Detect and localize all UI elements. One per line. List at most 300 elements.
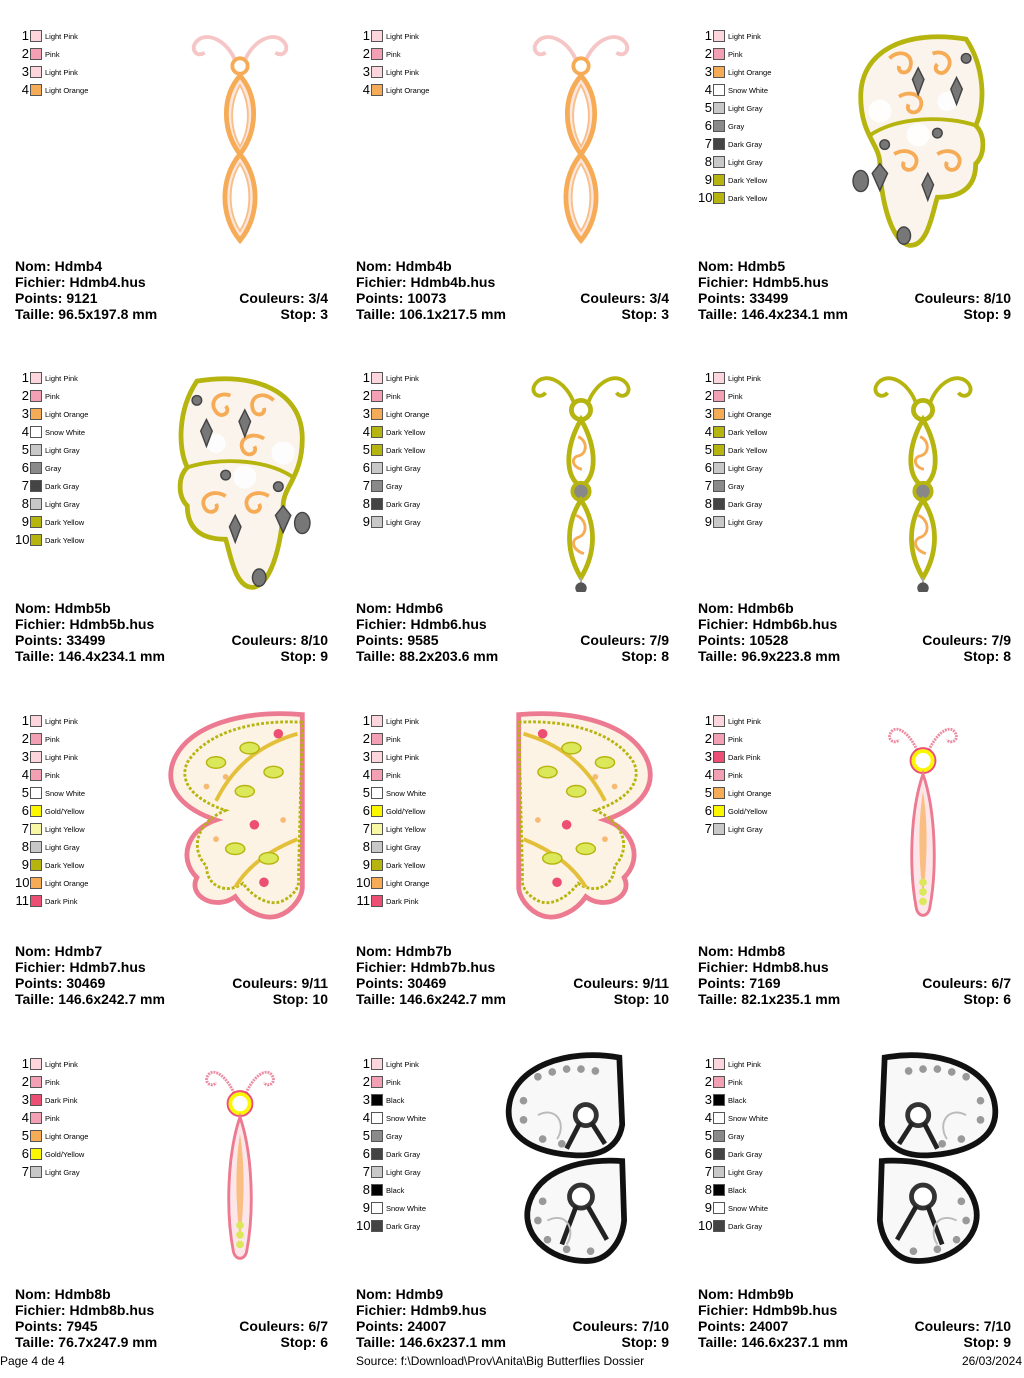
color-number: 1 — [362, 370, 370, 385]
color-name: Light Pink — [386, 32, 419, 41]
design-name: Nom: Hdmb9 — [356, 1286, 444, 1302]
color-name: Snow White — [728, 86, 769, 95]
color-swatch — [713, 138, 725, 150]
color-number: 3 — [362, 406, 370, 421]
print-date: 26/03/2024 — [961, 1354, 1022, 1368]
color-number: 9 — [704, 172, 712, 187]
color-name: Dark Gray — [386, 1222, 421, 1231]
design-colors: Couleurs: 9/11 — [573, 975, 669, 991]
color-swatch — [713, 1130, 725, 1142]
color-number: 5 — [704, 442, 712, 457]
color-number: 2 — [704, 731, 712, 746]
color-number: 4 — [21, 82, 29, 97]
color-name: Dark Yellow — [728, 176, 768, 185]
color-swatch — [371, 426, 383, 438]
color-swatch — [30, 841, 42, 853]
color-number: 4 — [362, 82, 370, 97]
color-swatch — [713, 823, 725, 835]
color-swatch — [371, 444, 383, 456]
design-card — [698, 10, 1024, 350]
color-name: Light Gray — [386, 464, 421, 473]
color-swatch — [713, 1094, 725, 1106]
design-name: Nom: Hdmb5b — [15, 600, 111, 616]
design-size: Taille: 146.6x237.1 mm Stop: 9 — [356, 1334, 669, 1350]
color-swatch — [371, 1094, 383, 1106]
color-name: Light Gray — [45, 500, 80, 509]
design-points: Points: 10528 Couleurs: 7/9 — [698, 632, 1011, 648]
color-name: Dark Yellow — [386, 446, 426, 455]
design-card — [15, 695, 345, 1035]
color-number: 4 — [704, 767, 712, 782]
design-points: Points: 7945 Couleurs: 6/7 — [15, 1318, 328, 1334]
color-name: Snow White — [728, 1114, 769, 1123]
color-name: Light Pink — [45, 717, 78, 726]
color-number: 1 — [21, 713, 29, 728]
design-colors: Couleurs: 6/7 — [922, 975, 1011, 991]
design-info — [698, 1286, 1011, 1350]
color-swatch — [371, 48, 383, 60]
color-swatch — [713, 426, 725, 438]
color-swatch — [371, 805, 383, 817]
color-number: 3 — [21, 64, 29, 79]
color-number: 1 — [362, 28, 370, 43]
color-name: Pink — [728, 1078, 743, 1087]
design-name: Nom: Hdmb6 — [356, 600, 444, 616]
design-card — [356, 10, 686, 350]
color-number: 2 — [362, 388, 370, 403]
color-swatch — [713, 48, 725, 60]
color-number: 8 — [362, 839, 370, 854]
color-number: 3 — [362, 64, 370, 79]
color-number: 7 — [362, 821, 370, 836]
color-number: 2 — [21, 731, 29, 746]
color-swatch — [30, 426, 42, 438]
color-name: Pink — [386, 392, 401, 401]
color-swatch — [30, 516, 42, 528]
design-name: Nom: Hdmb9b — [698, 1286, 794, 1302]
color-number: 4 — [362, 424, 370, 439]
design-size: Taille: 82.1x235.1 mm Stop: 6 — [698, 991, 1011, 1007]
design-stops: Stop: 10 — [613, 991, 669, 1007]
color-name: Snow White — [386, 1204, 427, 1213]
color-name: Gray — [45, 464, 62, 473]
color-number: 2 — [362, 731, 370, 746]
color-name: Pink — [728, 771, 743, 780]
color-name: Light Gray — [386, 518, 421, 527]
color-number: 8 — [704, 154, 712, 169]
color-swatch — [30, 805, 42, 817]
color-swatch — [371, 859, 383, 871]
color-swatch — [30, 498, 42, 510]
color-name: Snow White — [386, 1114, 427, 1123]
color-number: 5 — [704, 785, 712, 800]
design-colors: Couleurs: 7/9 — [580, 632, 669, 648]
color-name: Pink — [728, 735, 743, 744]
color-name: Black — [386, 1096, 405, 1105]
color-name: Dark Yellow — [45, 536, 85, 545]
color-swatch — [30, 859, 42, 871]
color-swatch — [713, 805, 725, 817]
color-number: 2 — [704, 46, 712, 61]
color-number: 2 — [362, 46, 370, 61]
color-name: Gray — [386, 482, 403, 491]
color-name: Dark Gray — [386, 500, 421, 509]
color-swatch — [713, 733, 725, 745]
color-number: 3 — [21, 749, 29, 764]
color-name: Pink — [45, 1078, 60, 1087]
color-swatch — [713, 498, 725, 510]
color-name: Light Gray — [728, 104, 763, 113]
color-name: Light Gray — [728, 825, 763, 834]
color-swatch — [30, 1112, 42, 1124]
color-name: Light Pink — [45, 32, 78, 41]
color-name: Dark Gray — [45, 482, 80, 491]
color-name: Snow White — [45, 789, 86, 798]
color-swatch — [713, 84, 725, 96]
color-name: Gold/Yellow — [728, 807, 768, 816]
color-number: 8 — [704, 496, 712, 511]
color-swatch — [371, 895, 383, 907]
design-name: Nom: Hdmb7 — [15, 943, 103, 959]
design-info — [698, 258, 1011, 322]
color-swatch — [30, 444, 42, 456]
design-card — [698, 352, 1024, 692]
color-name: Gray — [386, 1132, 403, 1141]
color-swatch — [371, 390, 383, 402]
color-name: Light Pink — [728, 717, 761, 726]
color-swatch — [371, 1148, 383, 1160]
color-name: Gold/Yellow — [45, 807, 85, 816]
color-number: 7 — [362, 478, 370, 493]
color-name: Dark Yellow — [45, 861, 85, 870]
color-number: 4 — [21, 1110, 29, 1125]
color-number: 5 — [704, 1128, 712, 1143]
design-file: Fichier: Hdmb7.hus — [15, 959, 146, 975]
color-number: 1 — [21, 28, 29, 43]
color-name: Light Pink — [386, 68, 419, 77]
color-number: 1 — [362, 1056, 370, 1071]
design-card — [356, 352, 686, 692]
color-swatch — [713, 1148, 725, 1160]
color-name: Light Pink — [45, 68, 78, 77]
color-swatch — [30, 823, 42, 835]
color-swatch — [371, 841, 383, 853]
color-number: 1 — [704, 370, 712, 385]
color-number: 3 — [362, 749, 370, 764]
color-number: 3 — [362, 1092, 370, 1107]
design-name: Nom: Hdmb7b — [356, 943, 452, 959]
design-size: Taille: 146.4x234.1 mm Stop: 9 — [15, 648, 328, 664]
color-name: Dark Gray — [728, 1150, 763, 1159]
color-swatch — [713, 1184, 725, 1196]
color-name: Dark Gray — [386, 1150, 421, 1159]
color-number: 2 — [362, 1074, 370, 1089]
color-swatch — [371, 66, 383, 78]
color-name: Black — [386, 1186, 405, 1195]
design-stops: Stop: 10 — [272, 991, 328, 1007]
color-name: Pink — [386, 771, 401, 780]
design-points: Points: 24007 Couleurs: 7/10 — [698, 1318, 1011, 1334]
color-name: Gold/Yellow — [386, 807, 426, 816]
color-number: 4 — [704, 1110, 712, 1125]
design-stops: Stop: 8 — [963, 648, 1011, 664]
design-points: Points: 9121 Couleurs: 3/4 — [15, 290, 328, 306]
color-name: Pink — [386, 1078, 401, 1087]
color-number: 10 — [356, 1218, 371, 1233]
color-number: 7 — [704, 136, 712, 151]
color-number: 6 — [704, 118, 712, 133]
color-swatch — [371, 769, 383, 781]
color-swatch — [371, 1130, 383, 1142]
color-swatch — [371, 787, 383, 799]
color-name: Black — [728, 1096, 747, 1105]
color-number: 5 — [362, 442, 370, 457]
color-number: 3 — [704, 64, 712, 79]
color-swatch — [713, 120, 725, 132]
color-name: Dark Pink — [386, 897, 419, 906]
design-info — [15, 943, 328, 1007]
color-swatch — [713, 174, 725, 186]
color-swatch — [713, 30, 725, 42]
color-name: Light Yellow — [386, 825, 426, 834]
design-points: Points: 24007 Couleurs: 7/10 — [356, 1318, 669, 1334]
design-size: Taille: 88.2x203.6 mm Stop: 8 — [356, 648, 669, 664]
color-number: 6 — [21, 1146, 29, 1161]
color-name: Pink — [386, 50, 401, 59]
design-stops: Stop: 9 — [963, 306, 1011, 322]
design-name: Nom: Hdmb8b — [15, 1286, 111, 1302]
embroidery-design-preview — [838, 705, 1008, 935]
color-name: Light Pink — [728, 1060, 761, 1069]
color-name: Light Orange — [386, 410, 430, 419]
color-name: Light Pink — [728, 374, 761, 383]
design-points: Points: 10073 Couleurs: 3/4 — [356, 290, 669, 306]
color-number: 3 — [704, 406, 712, 421]
design-name: Nom: Hdmb5 — [698, 258, 786, 274]
color-number: 10 — [698, 1218, 713, 1233]
design-info — [698, 600, 1011, 664]
design-info — [15, 600, 328, 664]
design-colors: Couleurs: 7/9 — [922, 632, 1011, 648]
embroidery-design-preview — [496, 20, 666, 250]
color-number: 1 — [704, 1056, 712, 1071]
design-file: Fichier: Hdmb4b.hus — [356, 274, 496, 290]
design-card — [356, 695, 686, 1035]
color-name: Light Pink — [386, 1060, 419, 1069]
color-swatch — [30, 1166, 42, 1178]
design-points: Points: 33499 Couleurs: 8/10 — [698, 290, 1011, 306]
color-name: Pink — [45, 1114, 60, 1123]
design-name: Nom: Hdmb8 — [698, 943, 786, 959]
color-name: Gold/Yellow — [45, 1150, 85, 1159]
color-name: Light Orange — [386, 86, 430, 95]
color-number: 11 — [15, 893, 29, 908]
color-number: 9 — [362, 1200, 370, 1215]
color-swatch — [371, 877, 383, 889]
embroidery-design-preview — [155, 20, 325, 250]
color-number: 4 — [21, 424, 29, 439]
design-colors: Couleurs: 9/11 — [232, 975, 328, 991]
color-swatch — [30, 66, 42, 78]
color-name: Black — [728, 1186, 747, 1195]
design-card — [356, 1038, 686, 1378]
color-number: 6 — [21, 460, 29, 475]
color-number: 5 — [21, 442, 29, 457]
color-name: Dark Gray — [728, 500, 763, 509]
color-number: 1 — [704, 28, 712, 43]
color-swatch — [30, 1148, 42, 1160]
color-name: Light Orange — [728, 410, 772, 419]
color-number: 6 — [704, 460, 712, 475]
color-number: 3 — [704, 749, 712, 764]
color-swatch — [30, 390, 42, 402]
color-swatch — [371, 30, 383, 42]
color-number: 9 — [704, 1200, 712, 1215]
color-name: Dark Yellow — [728, 446, 768, 455]
color-number: 3 — [21, 406, 29, 421]
color-swatch — [30, 84, 42, 96]
color-swatch — [371, 715, 383, 727]
color-swatch — [30, 408, 42, 420]
color-swatch — [713, 1202, 725, 1214]
color-swatch — [371, 1112, 383, 1124]
color-swatch — [30, 769, 42, 781]
design-stops: Stop: 3 — [621, 306, 669, 322]
color-name: Pink — [386, 735, 401, 744]
color-number: 5 — [704, 100, 712, 115]
color-name: Light Orange — [45, 1132, 89, 1141]
color-number: 1 — [704, 713, 712, 728]
color-name: Gray — [728, 122, 745, 131]
color-name: Light Gray — [386, 1168, 421, 1177]
color-swatch — [713, 787, 725, 799]
design-size: Taille: 96.5x197.8 mm Stop: 3 — [15, 306, 328, 322]
color-name: Dark Yellow — [45, 518, 85, 527]
design-card — [698, 695, 1024, 1035]
color-swatch — [713, 715, 725, 727]
design-file: Fichier: Hdmb9.hus — [356, 1302, 487, 1318]
color-swatch — [713, 480, 725, 492]
design-colors: Couleurs: 8/10 — [231, 632, 328, 648]
color-number: 10 — [698, 190, 713, 205]
color-swatch — [713, 769, 725, 781]
color-number: 9 — [704, 514, 712, 529]
color-swatch — [713, 192, 725, 204]
color-number: 6 — [21, 803, 29, 818]
design-info — [356, 1286, 669, 1350]
design-info — [15, 1286, 328, 1350]
color-name: Light Gray — [728, 464, 763, 473]
design-size: Taille: 96.9x223.8 mm Stop: 8 — [698, 648, 1011, 664]
design-name: Nom: Hdmb4 — [15, 258, 103, 274]
color-swatch — [713, 1058, 725, 1070]
color-name: Light Gray — [45, 446, 80, 455]
design-points: Points: 33499 Couleurs: 8/10 — [15, 632, 328, 648]
color-swatch — [713, 1112, 725, 1124]
design-file: Fichier: Hdmb9b.hus — [698, 1302, 838, 1318]
embroidery-design-preview — [838, 1048, 1008, 1278]
color-swatch — [371, 480, 383, 492]
color-name: Snow White — [45, 428, 86, 437]
color-name: Gray — [728, 1132, 745, 1141]
color-number: 6 — [362, 1146, 370, 1161]
color-name: Dark Pink — [45, 897, 78, 906]
color-name: Dark Pink — [45, 1096, 78, 1105]
color-name: Dark Yellow — [728, 194, 768, 203]
embroidery-design-preview — [838, 20, 1008, 250]
design-info — [698, 943, 1011, 1007]
color-name: Light Gray — [728, 1168, 763, 1177]
design-stops: Stop: 9 — [963, 1334, 1011, 1350]
color-swatch — [371, 1202, 383, 1214]
design-points: Points: 30469 Couleurs: 9/11 — [15, 975, 328, 991]
color-swatch — [30, 48, 42, 60]
design-file: Fichier: Hdmb8.hus — [698, 959, 829, 975]
color-name: Light Pink — [728, 32, 761, 41]
color-swatch — [30, 895, 42, 907]
color-number: 7 — [21, 1164, 29, 1179]
color-name: Light Pink — [386, 717, 419, 726]
color-swatch — [30, 715, 42, 727]
design-colors: Couleurs: 7/10 — [572, 1318, 669, 1334]
design-colors: Couleurs: 3/4 — [580, 290, 669, 306]
design-card — [15, 10, 345, 350]
design-name: Nom: Hdmb4b — [356, 258, 452, 274]
color-swatch — [371, 408, 383, 420]
color-number: 7 — [704, 1164, 712, 1179]
design-stops: Stop: 8 — [621, 648, 669, 664]
color-swatch — [30, 372, 42, 384]
color-number: 2 — [21, 388, 29, 403]
color-number: 10 — [15, 875, 30, 890]
color-swatch — [371, 1076, 383, 1088]
color-number: 4 — [362, 767, 370, 782]
embroidery-design-preview — [155, 362, 325, 592]
color-swatch — [371, 1166, 383, 1178]
color-swatch — [371, 1058, 383, 1070]
color-number: 6 — [704, 803, 712, 818]
color-name: Light Pink — [386, 753, 419, 762]
design-info — [356, 943, 669, 1007]
color-name: Gray — [728, 482, 745, 491]
color-swatch — [371, 516, 383, 528]
design-name: Nom: Hdmb6b — [698, 600, 794, 616]
color-swatch — [713, 66, 725, 78]
color-swatch — [30, 534, 42, 546]
design-file: Fichier: Hdmb8b.hus — [15, 1302, 155, 1318]
design-size: Taille: 146.4x234.1 mm Stop: 9 — [698, 306, 1011, 322]
color-number: 11 — [356, 893, 370, 908]
color-name: Snow White — [728, 1204, 769, 1213]
color-swatch — [30, 1130, 42, 1142]
color-swatch — [30, 877, 42, 889]
color-number: 9 — [362, 514, 370, 529]
color-number: 8 — [21, 496, 29, 511]
color-number: 8 — [362, 496, 370, 511]
color-swatch — [30, 30, 42, 42]
color-number: 7 — [21, 821, 29, 836]
color-swatch — [30, 462, 42, 474]
color-name: Pink — [45, 735, 60, 744]
color-swatch — [30, 480, 42, 492]
color-swatch — [30, 1094, 42, 1106]
design-file: Fichier: Hdmb6.hus — [356, 616, 487, 632]
color-swatch — [30, 733, 42, 745]
color-name: Light Orange — [45, 410, 89, 419]
color-number: 2 — [704, 1074, 712, 1089]
color-name: Light Orange — [45, 879, 89, 888]
design-size: Taille: 146.6x237.1 mm Stop: 9 — [698, 1334, 1011, 1350]
